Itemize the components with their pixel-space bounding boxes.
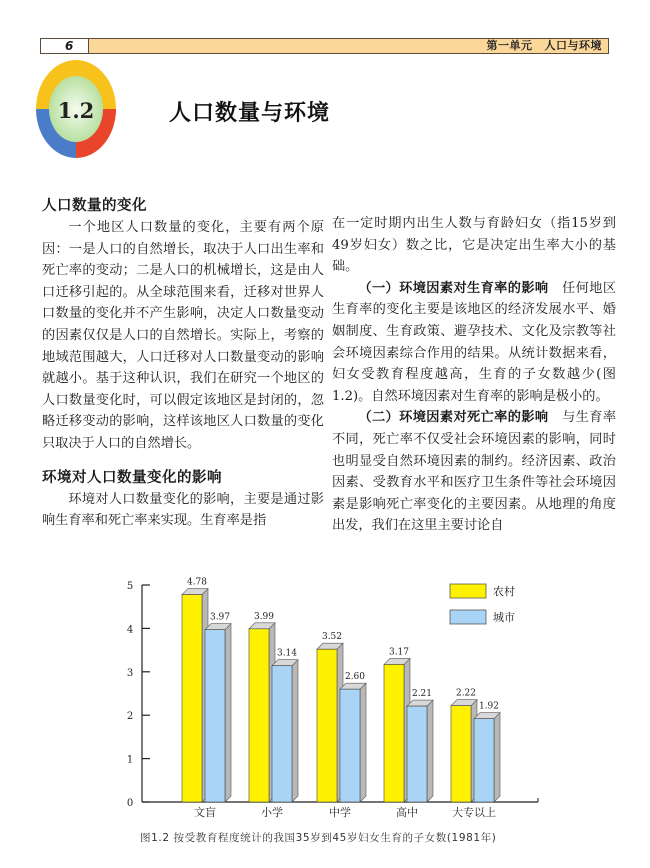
paragraph: 在一定时期内出生人数与育龄妇女（指15岁到49岁妇女）数之比，它是决定出生率大小的基础。 [332,216,616,275]
bar-value-label: 3.14 [276,648,298,659]
subsection-text: 与生育率不同，死亡率不仅受社会环境因素的影响，同时也明显受自然环境因素的制约。经济因素、政治因素、受教育水平和医疗卫生条件等社会环境因素是影响死亡率变化的主要因素。从地理的角度出发，我们在这里主要讨论自 [332,410,617,534]
heading-population-change: 人口数量的变化 [42,198,147,214]
bar-value-label: 2.22 [455,688,477,699]
legend-swatch [450,584,486,598]
bar [249,629,269,802]
bar-chart [110,570,550,820]
y-tick-label: 0 [126,798,134,809]
bar-value-label: 3.17 [388,647,410,658]
subheading-fertility: （一）环境因素对生育率的影响 [358,280,549,296]
unit-title [475,39,603,53]
section-number: 1.2 [57,98,95,123]
bar-value-label: 3.97 [209,612,231,623]
x-category-label: 中学 [329,806,351,819]
bar [384,664,404,802]
bar-value-label: 2.60 [344,672,366,683]
bar [182,595,202,802]
bar [451,706,471,802]
x-category-label: 小学 [261,806,283,819]
bar [474,719,494,802]
bar [205,630,225,802]
subsection-text: 任何地区生育率的变化主要是该地区的经济发展水平、婚姻制度、生育政策、避孕技术、文化及宗教等社会环境因素综合作用的结果。从统计数据来看，妇女受教育程度越高，生育的子女数越少(图1.2)。自然环境因素对生育率的影响是极小的。 [332,280,617,404]
bar [272,666,292,802]
heading-environment-impact: 环境对人口数量变化的影响 [42,469,222,486]
y-tick-label: 4 [126,624,134,636]
page-header [40,38,609,54]
y-tick-label: 1 [126,754,134,766]
section-title: 人口数量与环境 [169,100,331,126]
bar [317,649,337,802]
bar [340,689,360,802]
bar-value-label: 3.99 [253,611,275,622]
right-column [332,213,616,537]
section-number-badge-icon [36,60,116,158]
x-category-label: 大专以上 [452,806,496,819]
paragraph: 一个地区人口数量的变化，主要有两个原因：一是人口的自然增长，取决于人口出生率和死亡率的变动；二是人口的机械增长，这是由人口迁移引起的。从全球范围来看，迁移对世界人口数量的变化并不产生影响，决定人口数量变动的因素仅仅是人口的自然增长。实际上，考察的地域范围越大，人口迁移对人口数量变动的影响就越小。基于这种认识，我们在研究一个地区的人口数量变化时，可以假定该地区是封闭的，忽略迁移变动的影响，这样该地区人口数量的变化只取决于人口的自然增长。 [42,220,324,451]
x-category-label: 高中 [396,806,418,819]
bar-value-label: 4.78 [186,577,208,588]
left-column [42,195,324,532]
bar [407,706,427,802]
paragraph-subsection-1 [332,278,616,408]
y-tick-label: 5 [126,581,134,592]
unit-label: 第一单元 [486,39,533,52]
figure-caption: 图1.2 按受教育程度统计的我国35岁到45岁妇女生育的子女数(1981年) [140,832,497,844]
subheading-mortality: （二）环境因素对死亡率的影响 [358,410,549,426]
y-tick-label: 3 [126,667,134,679]
legend-swatch [450,610,486,624]
bar-value-label: 1.92 [478,701,500,712]
paragraph: 环境对人口数量变化的影响，主要是通过影响生育率和死亡率来实现。生育率是指 [42,491,324,529]
x-category-label: 文盲 [194,806,216,819]
bar-value-label: 3.52 [321,632,343,643]
y-tick-label: 2 [126,711,134,723]
page-number: 6 [41,39,89,53]
legend-label: 城市 [493,611,515,624]
legend-label: 农村 [493,585,515,598]
unit-name: 人口与环境 [544,39,602,52]
paragraph-subsection-2 [332,407,616,537]
bar-value-label: 2.21 [411,689,433,700]
